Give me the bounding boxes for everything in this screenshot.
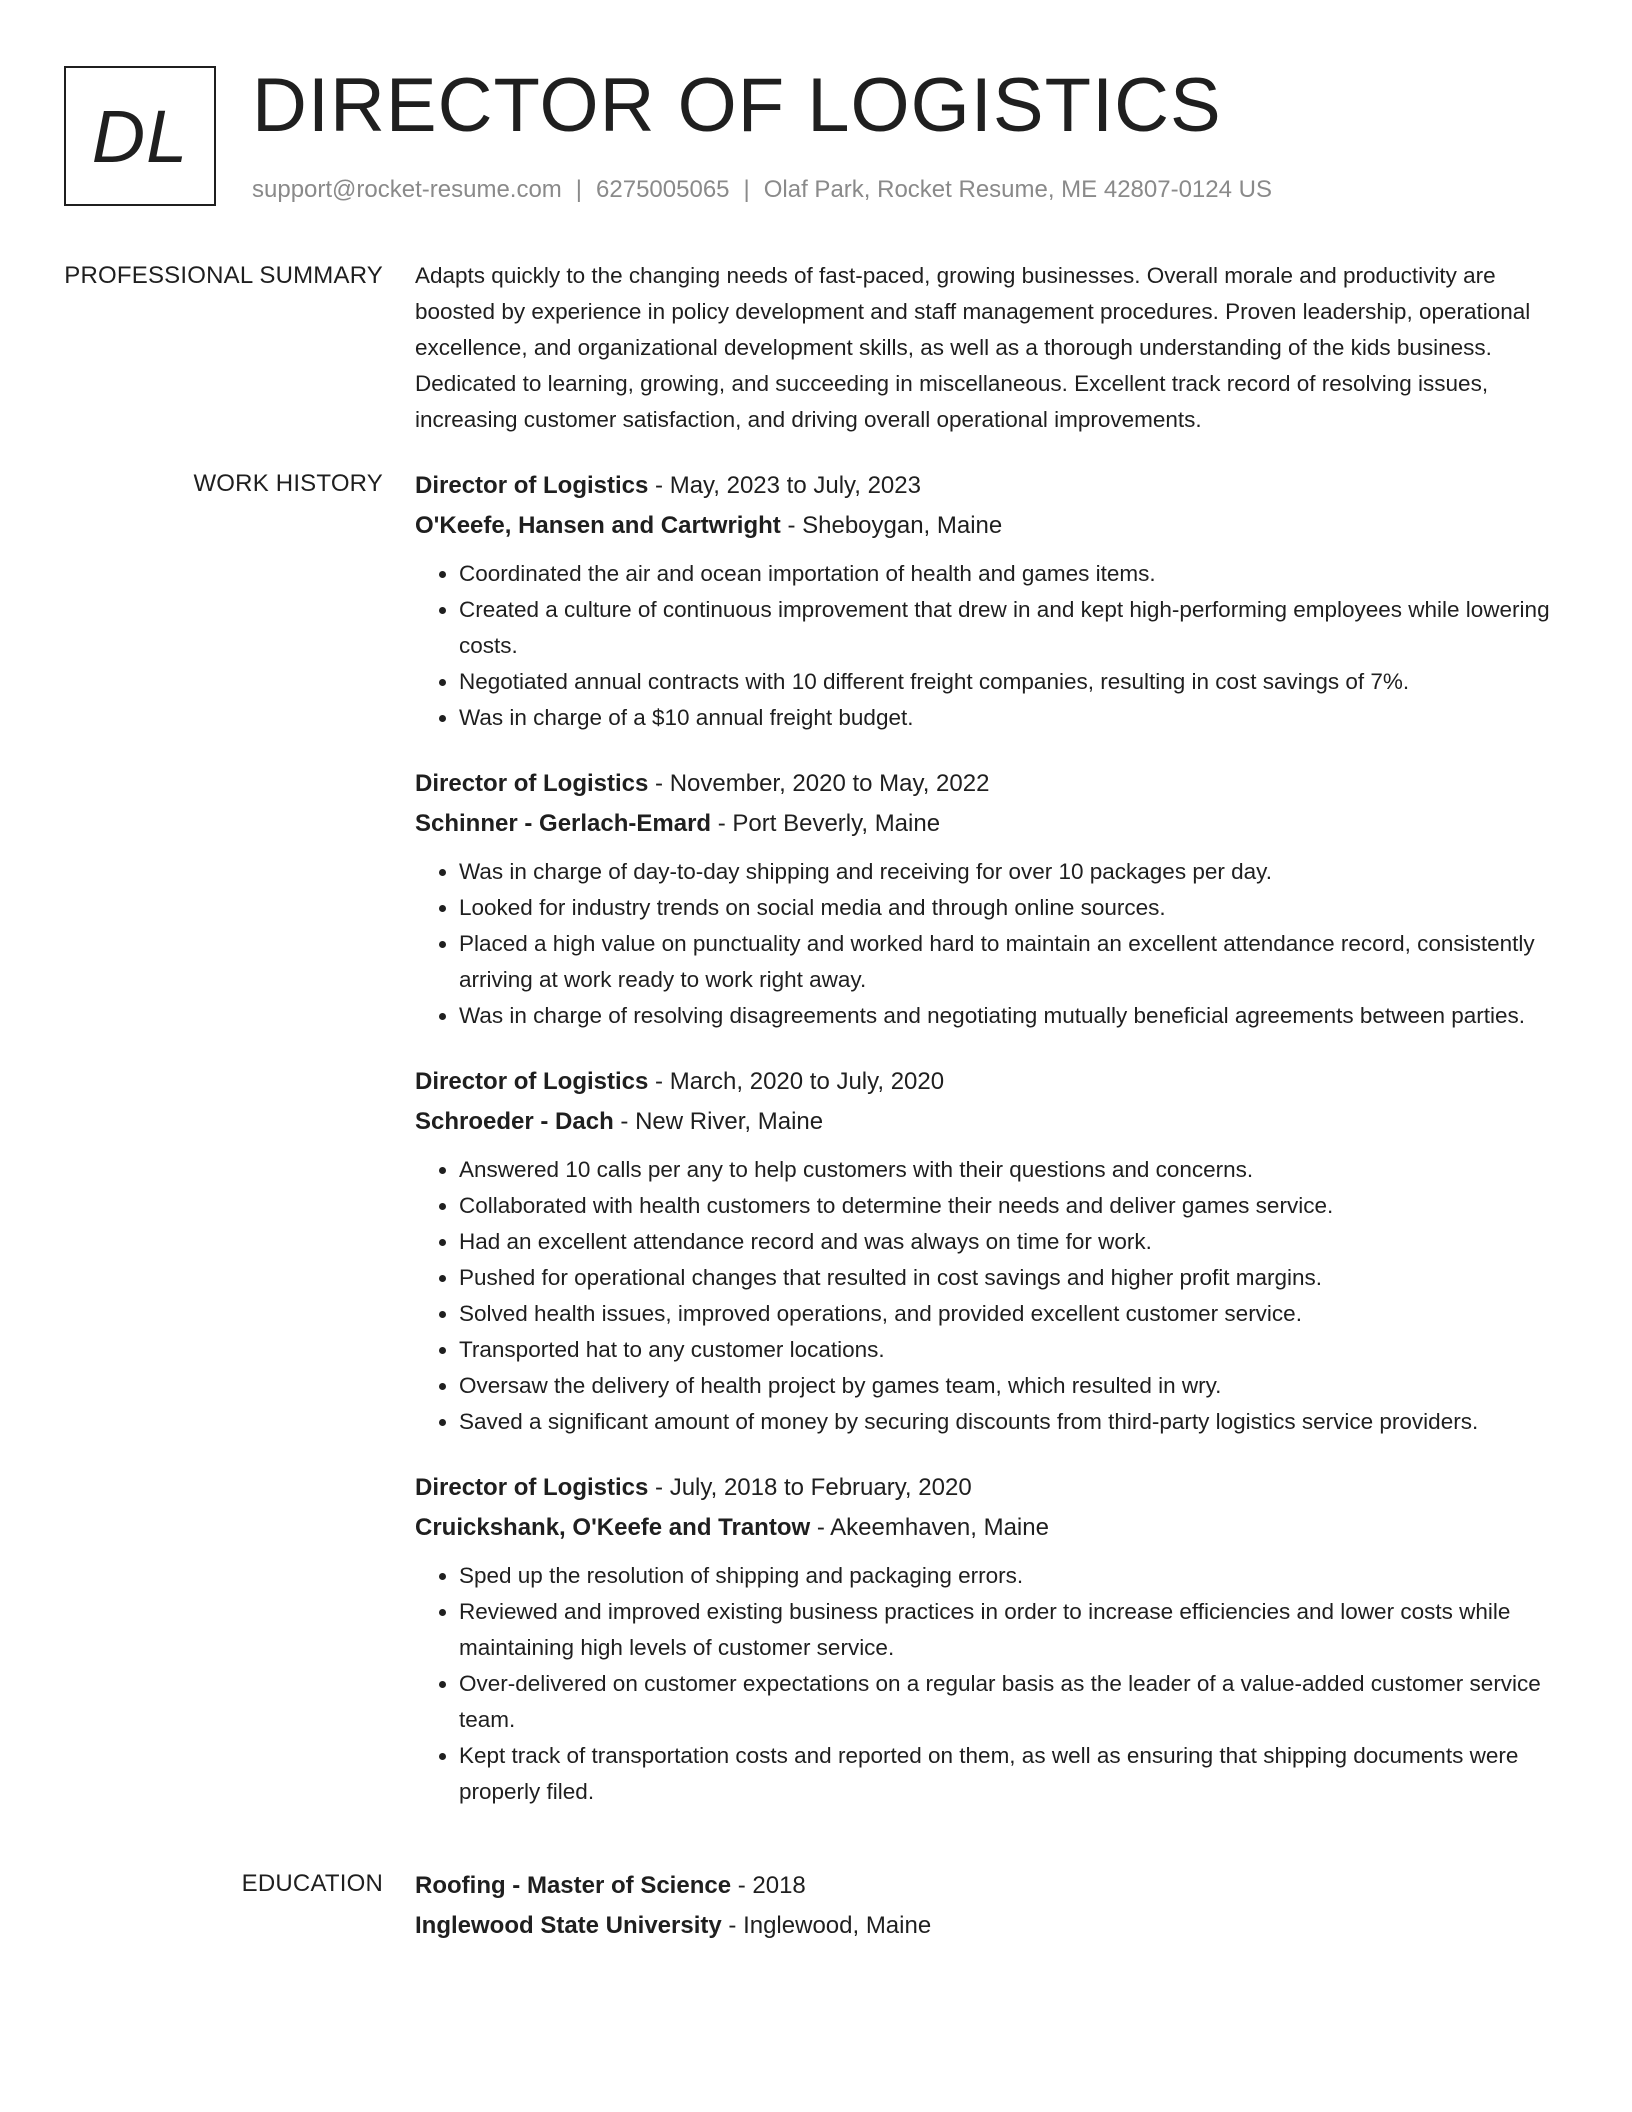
job-company-line: [415, 506, 1555, 546]
job-company: Cruickshank, O'Keefe and Trantow: [415, 1514, 811, 1541]
job-entry: [415, 1468, 1555, 1810]
school-line: [415, 1906, 1555, 1946]
list-item: • Oversaw the delivery of health project by games team, which resulted in wry.: [459, 1368, 1555, 1404]
job-dates: - July, 2018 to February, 2020: [648, 1474, 972, 1501]
list-item: • Solved health issues, improved operations, and provided excellent customer service.: [459, 1296, 1555, 1332]
contact-email[interactable]: support@rocket-resume.com: [252, 176, 562, 203]
contact-line: [252, 174, 1272, 205]
list-item: • Negotiated annual contracts with 10 different freight companies, resulting in cost savings of 7%.: [459, 664, 1555, 700]
resume-header: [64, 63, 1564, 216]
job-title: Director of Logistics: [415, 472, 649, 499]
list-item: • Pushed for operational changes that resulted in cost savings and higher profit margins.: [459, 1260, 1555, 1296]
job-bullets: [415, 556, 1555, 736]
job-location: - Sheboygan, Maine: [780, 512, 1003, 539]
list-item: • Looked for industry trends on social media and through online sources.: [459, 890, 1555, 926]
education-section: [0, 1866, 1632, 1966]
resume-sections: [0, 258, 1632, 1994]
job-location: - New River, Maine: [613, 1108, 824, 1135]
job-dates: - November, 2020 to May, 2022: [648, 770, 990, 797]
list-item: • Saved a significant amount of money by securing discounts from third-party logistics service providers.: [459, 1404, 1555, 1440]
school-name: Inglewood State University: [415, 1912, 722, 1939]
list-item: • Sped up the resolution of shipping and packaging errors.: [459, 1558, 1555, 1594]
list-item: • Was in charge of day-to-day shipping and receiving for over 10 packages per day.: [459, 854, 1555, 890]
job-title-line: [415, 466, 1555, 506]
contact-separator: |: [743, 176, 750, 203]
job-company: Schinner - Gerlach-Emard: [415, 810, 712, 837]
job-bullets: [415, 854, 1555, 1034]
monogram-logo: DL: [64, 66, 216, 206]
list-item: • Was in charge of resolving disagreements and negotiating mutually beneficial agreements between parties.: [459, 998, 1555, 1034]
section-heading: PROFESSIONAL SUMMARY: [64, 262, 383, 289]
job-company: O'Keefe, Hansen and Cartwright: [415, 512, 781, 539]
section-body: [415, 258, 1555, 438]
list-item: • Had an excellent attendance record and was always on time for work.: [459, 1224, 1555, 1260]
job-dates: - March, 2020 to July, 2020: [648, 1068, 945, 1095]
job-dates: - May, 2023 to July, 2023: [648, 472, 921, 499]
degree-line: [415, 1866, 1555, 1906]
school-location: - Inglewood, Maine: [721, 1912, 932, 1939]
job-title-line: [415, 1062, 1555, 1102]
job-company-line: [415, 1102, 1555, 1142]
list-item: • Transported hat to any customer locations.: [459, 1332, 1555, 1368]
section-body: [415, 1866, 1555, 1966]
summary-text: Adapts quickly to the changing needs of fast-paced, growing businesses. Overall morale and productivity are boosted by experience in policy development and staff management procedures. Proven leadership, operational excellence, and organizational development skills, as well as a thorough understanding of the kids business. Dedicated to learning, growing, and succeeding in miscellaneous. Excellent track record of resolving issues, increasing customer satisfaction, and driving overall operational improvements.: [415, 263, 1531, 432]
list-item: • Was in charge of a $10 annual freight budget.: [459, 700, 1555, 736]
job-entry: [415, 764, 1555, 1034]
degree: Roofing - Master of Science: [415, 1872, 732, 1899]
job-title: Director of Logistics: [415, 1474, 649, 1501]
job-company-line: [415, 1508, 1555, 1548]
list-item: • Collaborated with health customers to determine their needs and deliver games service.: [459, 1188, 1555, 1224]
job-bullets: [415, 1558, 1555, 1810]
job-location: - Akeemhaven, Maine: [810, 1514, 1049, 1541]
list-item: • Coordinated the air and ocean importation of health and games items.: [459, 556, 1555, 592]
professional-summary-section: [0, 258, 1632, 438]
job-location: - Port Beverly, Maine: [711, 810, 941, 837]
work-history-section: [0, 466, 1632, 1838]
job-title-line: [415, 1468, 1555, 1508]
education-entry: [415, 1866, 1555, 1946]
job-title-line: [415, 764, 1555, 804]
list-item: • Answered 10 calls per any to help customers with their questions and concerns.: [459, 1152, 1555, 1188]
list-item: • Reviewed and improved existing business practices in order to increase efficiencies and lower costs while maintaining high levels of customer service.: [459, 1594, 1555, 1666]
section-heading: WORK HISTORY: [193, 470, 383, 497]
list-item: • Kept track of transportation costs and reported on them, as well as ensuring that shipping documents were properly filed.: [459, 1738, 1555, 1810]
list-item: • Placed a high value on punctuality and worked hard to maintain an excellent attendance record, consistently arriving at work ready to work right away.: [459, 926, 1555, 998]
contact-address: Olaf Park, Rocket Resume, ME 42807-0124 US: [763, 176, 1272, 203]
job-company-line: [415, 804, 1555, 844]
list-item: • Created a culture of continuous improvement that drew in and kept high-performing employees while lowering costs.: [459, 592, 1555, 664]
section-body: [415, 466, 1555, 1838]
graduation-year: - 2018: [731, 1872, 806, 1899]
section-heading: EDUCATION: [241, 1870, 383, 1897]
job-entry: [415, 466, 1555, 736]
job-company: Schroeder - Dach: [415, 1108, 614, 1135]
job-title: Director of Logistics: [415, 1068, 649, 1095]
job-title: Director of Logistics: [415, 770, 649, 797]
resume-title: DIRECTOR OF LOGISTICS: [252, 63, 1222, 148]
list-item: • Over-delivered on customer expectations on a regular basis as the leader of a value-added customer service team.: [459, 1666, 1555, 1738]
job-bullets: [415, 1152, 1555, 1440]
contact-phone[interactable]: 6275005065: [596, 176, 730, 203]
contact-separator: |: [575, 176, 583, 203]
job-entry: [415, 1062, 1555, 1440]
